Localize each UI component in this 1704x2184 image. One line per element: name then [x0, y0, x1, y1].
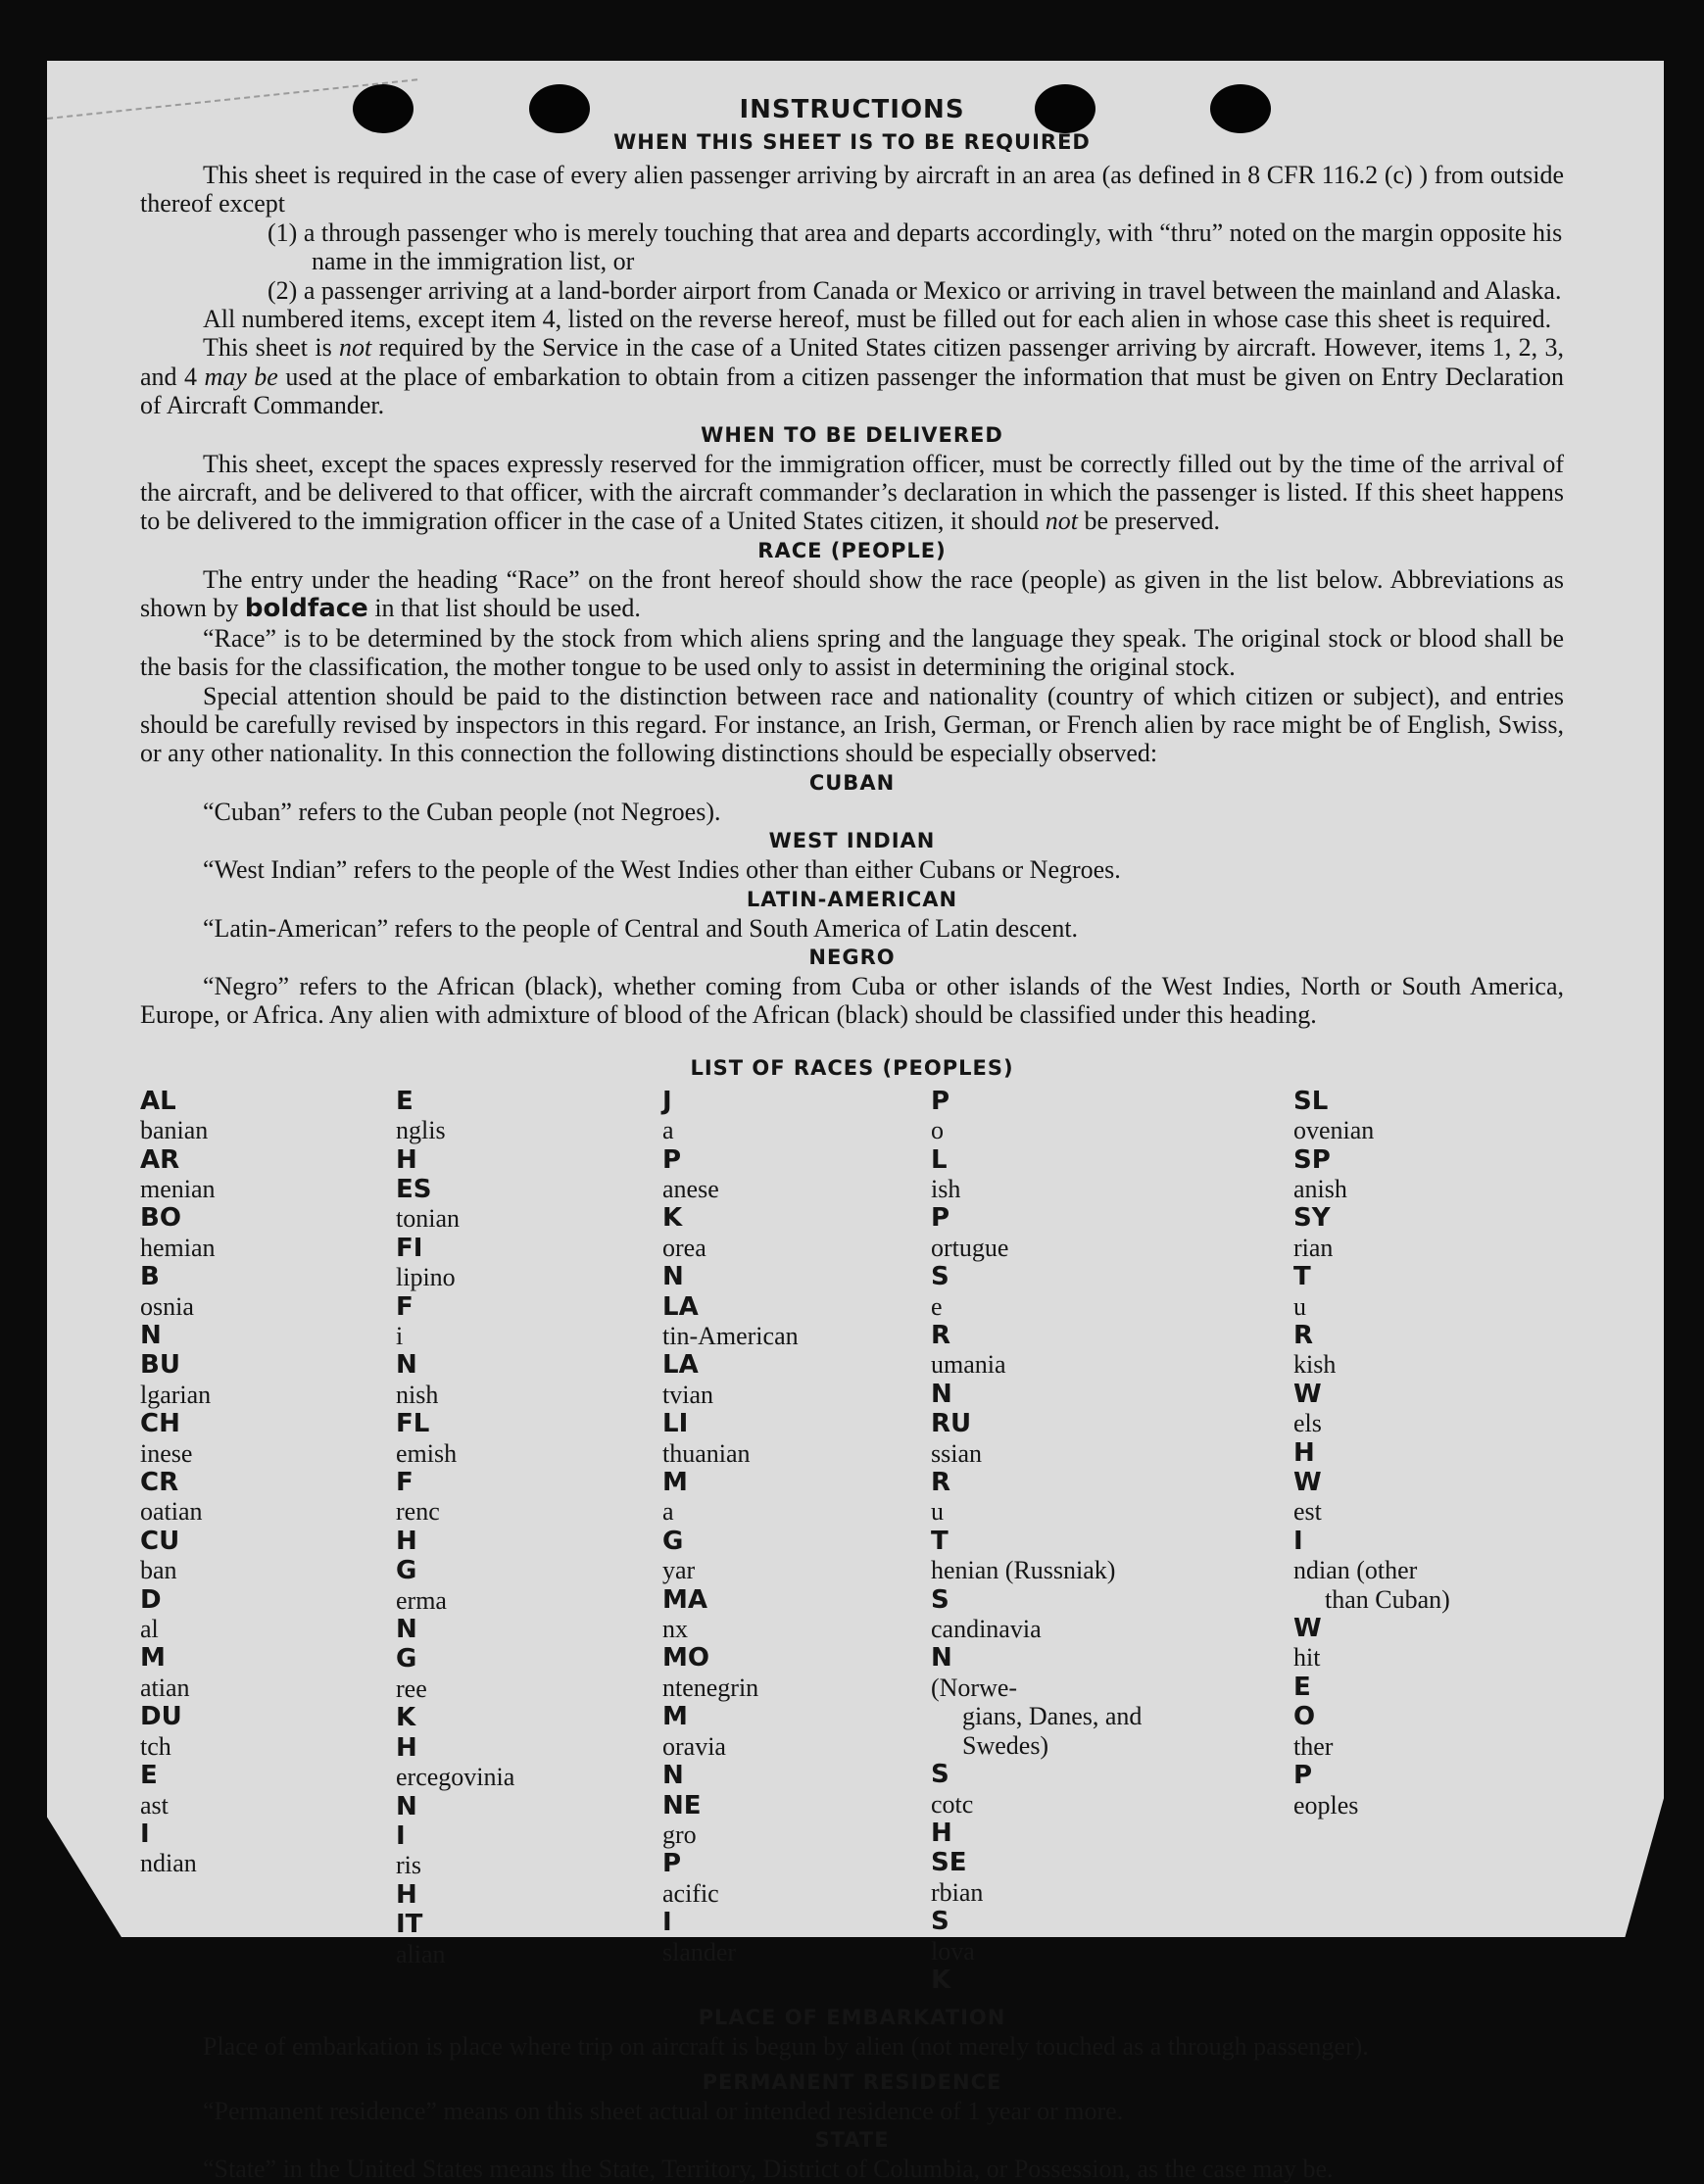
race-abbreviation: N	[396, 1350, 417, 1381]
race-name-part: menian	[140, 1174, 216, 1203]
bold-text: boldface	[244, 594, 368, 624]
race-name-part: umania	[931, 1350, 1006, 1380]
race-abbreviation: E	[140, 1761, 158, 1791]
heading-permanent-residence: PERMANENT RESIDENCE	[702, 2069, 1002, 2094]
paragraph: “State” in the United States means the State, Territory, District of Columbia, or Possession, as the case may be.	[203, 2155, 1334, 2184]
race-name-part: ast	[140, 1790, 169, 1820]
race-entry	[931, 1409, 1293, 1468]
race-name-part: u	[931, 1497, 944, 1527]
race-entry	[1293, 1087, 1564, 1145]
race-entry	[396, 1087, 662, 1175]
heading-when-delivered: WHEN TO BE DELIVERED	[701, 422, 1003, 447]
race-name-part: thuanian	[662, 1438, 751, 1468]
race-abbreviation: R	[1293, 1321, 1314, 1350]
race-abbreviation: H	[396, 1526, 417, 1556]
race-name-part: lgarian	[140, 1380, 212, 1409]
race-entry	[140, 1409, 396, 1468]
race-abbreviation: SL	[1293, 1086, 1329, 1116]
paragraph: “Permanent residence” means on this sheet actual or intended residence of 1 year or more.	[203, 2096, 1124, 2125]
race-abbreviation: N	[396, 1791, 417, 1821]
race-abbreviation: H	[396, 1144, 417, 1175]
race-abbreviation: CR	[140, 1468, 179, 1498]
italic-text: not	[1045, 507, 1078, 536]
race-entry	[1293, 1614, 1564, 1702]
race-entry	[662, 1791, 931, 1850]
race-name-part: rbian	[931, 1877, 984, 1907]
text-run: required by the Service in the case of a United States citizen passenger arriving by aircraft. However, items 1, 2, 3, and 4	[140, 333, 1564, 391]
race-name-part: tonian	[396, 1204, 460, 1234]
race-name-part: inese	[140, 1438, 193, 1468]
heading-race: RACE (PEOPLE)	[757, 538, 947, 562]
race-abbreviation: K	[662, 1203, 683, 1234]
race-name-part: ther	[1293, 1731, 1334, 1761]
race-entry	[931, 1321, 1293, 1409]
race-entry	[140, 1527, 396, 1585]
heading-embarkation: PLACE OF EMBARKATION	[698, 2006, 1006, 2030]
race-entry	[1293, 1145, 1564, 1204]
race-entry	[140, 1468, 396, 1527]
race-abbreviation: H	[396, 1879, 417, 1910]
race-name-part: osnia	[140, 1291, 194, 1321]
race-name-part: nish	[396, 1380, 439, 1409]
race-name-part: ree	[396, 1674, 427, 1703]
race-name-part: al	[140, 1615, 159, 1644]
race-abbreviation: SE	[931, 1848, 967, 1878]
text-run: be preserved.	[1077, 507, 1221, 536]
race-entry	[662, 1468, 931, 1585]
heading-cuban: CUBAN	[808, 770, 896, 795]
race-abbreviation: NE	[662, 1790, 702, 1820]
races-column	[140, 1087, 396, 1996]
race-abbreviation: M	[662, 1468, 688, 1498]
race-abbreviation: O	[1293, 1702, 1316, 1732]
heading-latin-american: LATIN-AMERICAN	[746, 887, 958, 911]
race-entry	[1293, 1585, 1564, 1614]
race-abbreviation: I	[140, 1819, 150, 1849]
race-abbreviation: F	[396, 1468, 414, 1498]
race-name-part: ban	[140, 1556, 177, 1585]
heading-negro: NEGRO	[808, 945, 896, 969]
text-run: This sheet is	[203, 333, 340, 363]
race-abbreviation: P	[662, 1849, 682, 1879]
race-abbreviation: I	[1293, 1526, 1303, 1556]
race-name-part: (Norwe-	[931, 1673, 1018, 1702]
race-entry	[662, 1585, 931, 1644]
race-name-part: gro	[662, 1820, 697, 1849]
race-name-part: than Cuban)	[1325, 1584, 1450, 1614]
race-abbreviation: P	[1293, 1761, 1313, 1791]
race-abbreviation: D	[140, 1584, 162, 1615]
race-entry	[140, 1761, 396, 1878]
race-name-part: nglis	[396, 1116, 446, 1145]
race-entry	[396, 1644, 662, 1732]
page-title: INSTRUCTIONS	[739, 95, 965, 124]
race-name-part: ercegovinia	[396, 1763, 515, 1792]
race-name-part: ntenegrin	[662, 1673, 759, 1702]
race-abbreviation: W	[1293, 1379, 1322, 1409]
race-abbreviation: M	[140, 1643, 166, 1674]
race-entry	[1293, 1468, 1564, 1585]
race-entry	[1293, 1203, 1564, 1262]
race-entry	[931, 1731, 1293, 1760]
heading-west-indian: WEST INDIAN	[768, 829, 936, 853]
race-abbreviation: LI	[662, 1409, 689, 1439]
paragraph	[140, 565, 1564, 624]
race-entry	[662, 1849, 931, 1966]
races-column	[1293, 1087, 1564, 1996]
race-abbreviation: S	[931, 1262, 949, 1292]
race-name-part: orea	[662, 1233, 706, 1262]
race-name-part: tvian	[662, 1380, 713, 1409]
race-entry	[396, 1556, 662, 1644]
race-entry	[396, 1910, 662, 1968]
paragraph: All numbered items, except item 4, listed on the reverse hereof, must be filled out for each alien in whose case this sheet is required.	[203, 305, 1552, 334]
race-abbreviation: IT	[396, 1910, 423, 1940]
race-abbreviation: RU	[931, 1409, 972, 1439]
race-abbreviation: S	[931, 1584, 949, 1615]
race-abbreviation: CU	[140, 1526, 180, 1556]
race-abbreviation: W	[1293, 1468, 1322, 1498]
race-abbreviation: I	[396, 1820, 406, 1851]
race-name-part: lipino	[396, 1263, 456, 1292]
race-abbreviation: N	[140, 1321, 162, 1350]
text-run: used at the place of embarkation to obtain from a citizen passenger the information that must be given on Entry Declaration of Aircraft Commander.	[140, 362, 1564, 420]
race-entry	[1293, 1262, 1564, 1380]
race-entry	[396, 1175, 662, 1234]
paragraph	[140, 333, 1564, 419]
race-entry	[396, 1733, 662, 1821]
text-run: This sheet, except the spaces expressly reserved for the immigration officer, must be correctly filled out by the time of the arrival of the aircraft, and be delivered to that officer, with the aircraft commander’s declaration in which the passenger is listed. If this sheet happens to be delivered to the immigration officer in the case of a United States citizen, it should	[140, 449, 1564, 536]
race-name-part: tch	[140, 1731, 171, 1761]
text-run: in that list should be used.	[367, 594, 641, 623]
race-abbreviation: S	[931, 1907, 949, 1937]
list-item: (1) a through passenger who is merely touching that area and departs accordingly, with “thru” noted on the margin opposite his name in the immigration list, or	[268, 218, 1563, 276]
race-name-part: ris	[396, 1851, 421, 1880]
race-entry	[662, 1702, 931, 1790]
race-name-part: Swedes)	[962, 1730, 1049, 1760]
race-name-part: acific	[662, 1878, 719, 1908]
race-abbreviation: SP	[1293, 1144, 1331, 1175]
race-abbreviation: FL	[396, 1409, 430, 1439]
race-name-part: ndian	[140, 1849, 197, 1878]
race-entry	[931, 1468, 1293, 1585]
paragraph	[140, 450, 1564, 536]
paragraph: “Latin-American” refers to the people of Central and South America of Latin descent.	[203, 913, 1079, 943]
race-name-part: gians, Danes, and	[962, 1702, 1143, 1731]
race-abbreviation: H	[1293, 1437, 1315, 1468]
race-abbreviation: L	[931, 1144, 948, 1175]
race-abbreviation: AL	[140, 1086, 176, 1116]
race-name-part: u	[1293, 1291, 1306, 1321]
race-entry	[396, 1234, 662, 1292]
race-abbreviation: P	[931, 1203, 950, 1234]
race-name-part: anish	[1293, 1174, 1347, 1203]
race-entry	[140, 1350, 396, 1409]
race-abbreviation: LA	[662, 1350, 699, 1381]
race-abbreviation: T	[931, 1526, 949, 1556]
race-name-part: yar	[662, 1556, 696, 1585]
race-abbreviation: B	[140, 1262, 160, 1292]
race-name-part: nx	[662, 1615, 688, 1644]
paragraph: Special attention should be paid to the distinction between race and nationality (country of which citizen or subject), and entries should be carefully revised by inspectors in this regard. For instance, an Irish, German, or French alien by race might be of English, Swiss, or any other nationality. In this connection the following distinctions should be especially observed:	[140, 681, 1564, 768]
race-name-part: anese	[662, 1174, 719, 1203]
race-abbreviation: BU	[140, 1350, 180, 1381]
race-name-part: ish	[931, 1174, 961, 1203]
race-name-part: renc	[396, 1497, 440, 1527]
race-entry	[931, 1087, 1293, 1204]
race-entry	[662, 1643, 931, 1702]
race-name-part: tin-American	[662, 1322, 799, 1350]
heading-list-of-races: LIST OF RACES (PEOPLES)	[690, 1055, 1014, 1080]
race-entry	[662, 1203, 931, 1291]
race-abbreviation: I	[662, 1908, 672, 1938]
race-entry	[1293, 1380, 1564, 1468]
race-abbreviation: N	[396, 1615, 417, 1645]
race-name-part: els	[1293, 1409, 1322, 1438]
race-entry	[662, 1350, 931, 1409]
race-entry	[931, 1907, 1293, 1995]
text-run: The entry under the heading “Race” on the front hereof should show the race (people) as given in the list below. Abbreviations as shown by	[140, 564, 1564, 623]
race-name-part: a	[662, 1116, 674, 1145]
race-abbreviation: DU	[140, 1702, 182, 1732]
race-name-part: ndian (other	[1293, 1556, 1418, 1585]
race-entry	[931, 1585, 1293, 1703]
race-name-part: atian	[140, 1673, 190, 1702]
race-abbreviation: P	[931, 1086, 950, 1116]
race-entry	[396, 1409, 662, 1468]
race-abbreviation: G	[396, 1644, 417, 1674]
race-abbreviation: G	[662, 1526, 684, 1556]
race-abbreviation: ES	[396, 1174, 432, 1204]
heading-state: STATE	[814, 2128, 890, 2153]
race-name-part: ortugue	[931, 1233, 1009, 1262]
race-abbreviation: MA	[662, 1584, 707, 1615]
races-column	[931, 1087, 1293, 1996]
heading-when-required: WHEN THIS SHEET IS TO BE REQUIRED	[613, 130, 1091, 154]
race-entry	[662, 1087, 931, 1204]
race-abbreviation: M	[662, 1702, 688, 1732]
list-item: (2) a passenger arriving at a land-border airport from Canada or Mexico or arriving in travel between the mainland and Alaska.	[268, 275, 1562, 305]
races-list	[140, 1087, 1564, 1996]
race-entry	[931, 1760, 1293, 1848]
race-name-part: erma	[396, 1585, 447, 1615]
race-name-part: candinavia	[931, 1615, 1042, 1644]
paragraph: “Race” is to be determined by the stock from which aliens spring and the language they speak. The original stock or blood shall be the basis for the classification, the mother tongue to be used only to assist in determining the original stock.	[140, 623, 1564, 682]
race-abbreviation: J	[662, 1086, 672, 1116]
race-abbreviation: E	[396, 1086, 414, 1116]
race-abbreviation: FI	[396, 1233, 423, 1263]
race-entry	[931, 1702, 1293, 1730]
race-abbreviation: K	[396, 1703, 416, 1733]
race-name-part: oravia	[662, 1731, 726, 1761]
paragraph: “West Indian” refers to the people of the West Indies other than either Cubans or Negroes.	[203, 855, 1121, 885]
italic-text: may be	[204, 362, 278, 391]
race-abbreviation: LA	[662, 1291, 699, 1322]
race-name-part: eoples	[1293, 1790, 1359, 1820]
race-abbreviation: SY	[1293, 1203, 1331, 1234]
race-name-part: slander	[662, 1937, 737, 1966]
paragraph: This sheet is required in the case of every alien passenger arriving by aircraft in an area (as defined in 8 CFR 116.2 (c) ) from outside thereof except	[140, 161, 1564, 218]
race-entry	[140, 1702, 396, 1761]
race-entry	[931, 1848, 1293, 1907]
race-name-part: e	[931, 1291, 943, 1321]
race-abbreviation: S	[931, 1760, 949, 1790]
race-abbreviation: N	[662, 1262, 684, 1292]
race-abbreviation: N	[662, 1761, 684, 1791]
race-entry	[140, 1087, 396, 1145]
race-entry	[662, 1409, 931, 1468]
italic-text: not	[339, 333, 372, 363]
race-name-part: ovenian	[1293, 1116, 1375, 1145]
paragraph: “Cuban” refers to the Cuban people (not Negroes).	[203, 797, 721, 826]
race-entry	[140, 1585, 396, 1703]
race-abbreviation: N	[931, 1379, 952, 1409]
race-abbreviation: R	[931, 1321, 951, 1350]
race-entry	[662, 1292, 931, 1351]
race-abbreviation: H	[396, 1732, 417, 1763]
race-entry	[140, 1262, 396, 1350]
races-column	[396, 1087, 662, 1996]
race-entry	[396, 1292, 662, 1410]
race-entry	[1293, 1702, 1564, 1820]
race-abbreviation: R	[931, 1468, 951, 1498]
race-name-part: lova	[931, 1936, 975, 1966]
race-abbreviation: K	[931, 1965, 951, 1995]
race-entry	[396, 1821, 662, 1910]
race-name-part: a	[662, 1497, 674, 1527]
race-abbreviation: N	[931, 1643, 952, 1674]
race-abbreviation: P	[662, 1144, 682, 1175]
race-entry	[140, 1145, 396, 1204]
race-abbreviation: BO	[140, 1203, 181, 1234]
document-body	[140, 92, 1564, 2184]
race-name-part: rian	[1293, 1233, 1334, 1262]
race-abbreviation: G	[396, 1556, 417, 1586]
race-name-part: i	[396, 1322, 404, 1350]
race-entry	[396, 1468, 662, 1556]
race-abbreviation: F	[396, 1291, 414, 1322]
race-name-part: kish	[1293, 1350, 1337, 1380]
paragraph: “Negro” refers to the African (black), whether coming from Cuba or other islands of the West Indies, North or South America, Europe, or Africa. Any alien with admixture of blood of the African (black) should be classified under this heading.	[140, 971, 1564, 1030]
race-name-part: banian	[140, 1116, 209, 1145]
race-name-part: est	[1293, 1497, 1322, 1527]
race-name-part: hit	[1293, 1643, 1321, 1673]
race-abbreviation: AR	[140, 1144, 180, 1175]
race-name-part: o	[931, 1116, 944, 1145]
race-entry	[140, 1203, 396, 1262]
race-entry	[931, 1203, 1293, 1321]
races-column	[662, 1087, 931, 1996]
race-abbreviation: MO	[662, 1643, 709, 1674]
race-name-part: ssian	[931, 1438, 982, 1468]
paragraph: Place of embarkation is place where trip on aircraft is begun by alien (not merely touched as a through passenger).	[203, 2032, 1369, 2062]
race-name-part: hemian	[140, 1233, 216, 1262]
race-name-part: cotc	[931, 1789, 974, 1819]
race-name-part: alian	[396, 1939, 446, 1968]
race-abbreviation: W	[1293, 1614, 1322, 1644]
race-abbreviation: CH	[140, 1409, 180, 1439]
race-name-part: henian (Russniak)	[931, 1556, 1116, 1585]
race-name-part: emish	[396, 1438, 458, 1468]
race-abbreviation: T	[1293, 1262, 1311, 1292]
race-abbreviation: H	[931, 1818, 952, 1848]
race-abbreviation: E	[1293, 1672, 1311, 1702]
race-name-part: oatian	[140, 1497, 203, 1527]
